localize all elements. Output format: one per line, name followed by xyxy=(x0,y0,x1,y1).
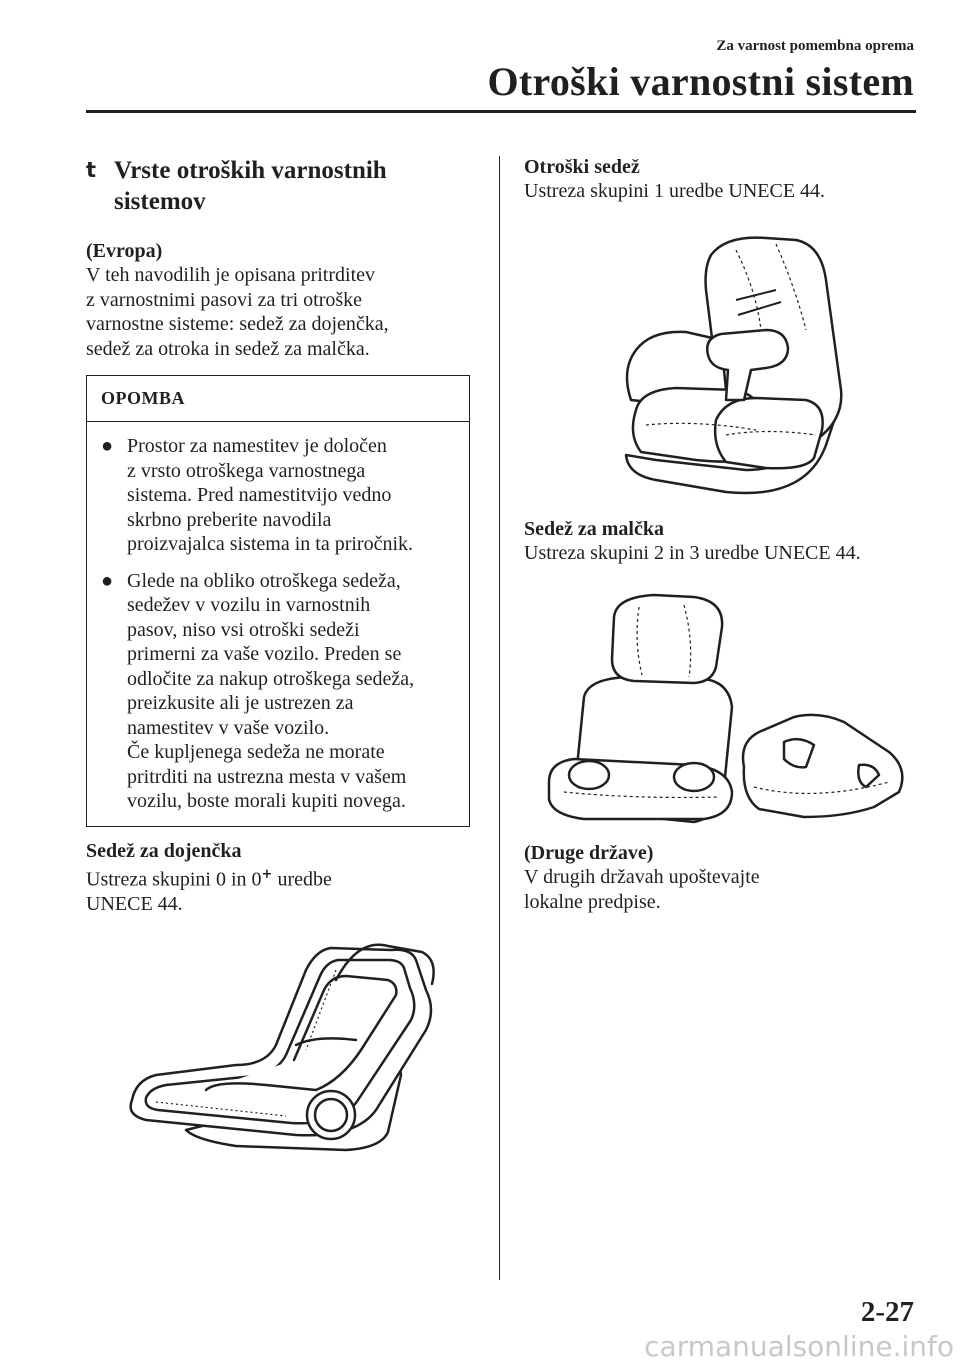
region-europe-label: (Evropa) xyxy=(86,240,163,262)
infant-carrier-illustration xyxy=(126,940,466,1170)
note-box xyxy=(86,375,470,827)
page-number: 2-27 xyxy=(860,1296,914,1328)
watermark-text: carmanualsonline.info xyxy=(644,1330,954,1363)
chapter-title: Otroški varnostni sistem xyxy=(487,59,914,104)
section-heading xyxy=(86,155,470,217)
infant-seat-desc-line2: UNECE 44. xyxy=(86,892,183,915)
heading-bullet-icon: t xyxy=(86,158,97,182)
note-item-text: Glede na obliko otroškega sedeža, sedežev v vozilu in varnostnih pasov, niso vsi otroški sedeži primerni za vaše vozilo. Preden se odločite za nakup otroškega sedeža, preizkusite ali je ustrezen za namestitev v vaše vozilo. Če kupljenega sedeža ne morate pritrditi na ustrezna mesta v vašem vozilu, boste morali kupiti novega. xyxy=(127,569,415,812)
note-title: OPOMBA xyxy=(87,376,469,422)
right-column xyxy=(524,155,924,914)
junior-seat-description: Ustreza skupini 2 in 3 uredbe UNECE 44. xyxy=(524,541,861,564)
left-column xyxy=(86,155,470,1170)
child-seat-title: Otroški sedež xyxy=(524,156,640,178)
other-countries-title: (Druge države) xyxy=(524,842,654,864)
booster-seat-illustration xyxy=(544,587,924,837)
junior-seat-title: Sedež za malčka xyxy=(524,517,664,540)
infant-seat-plus-mark: + xyxy=(261,866,273,882)
infant-seat-desc-part2: uredbe xyxy=(272,868,332,891)
section-label: Za varnost pomembna oprema xyxy=(716,38,914,54)
heading-line-1: Vrste otroških varnostnih xyxy=(114,157,387,184)
note-item xyxy=(101,434,461,557)
heading-line-2: sistemov xyxy=(114,188,206,215)
note-items xyxy=(87,422,469,826)
heading-text xyxy=(114,155,387,217)
header-rule xyxy=(86,110,916,113)
bullet-dot-icon: ● xyxy=(101,435,114,457)
note-item xyxy=(101,569,461,814)
infant-seat-description xyxy=(86,863,470,917)
note-item-text: Prostor za namestitev je določen z vrsto otroškega varnostnega sistema. Pred namestitvijo vedno skrbno preberite navodila proizvajalca sistema in ta priročnik. xyxy=(127,435,414,555)
column-divider xyxy=(499,156,500,1280)
infant-seat-title: Sedež za dojenčka xyxy=(86,839,242,862)
child-seat-description: Ustreza skupini 1 uredbe UNECE 44. xyxy=(524,180,826,202)
other-countries-description: V drugih državah upoštevajte lokalne predpise. xyxy=(524,866,760,913)
child-seat-illustration xyxy=(616,230,856,505)
bullet-dot-icon: ● xyxy=(101,569,114,592)
infant-seat-desc-part1: Ustreza skupini 0 in 0 xyxy=(86,868,262,891)
intro-paragraph: V teh navodilih je opisana pritrditev z varnostnimi pasovi za tri otroške varnostne sisteme: sedež za dojenčka, sedež za otroka in sedež za malčka. xyxy=(86,264,389,360)
